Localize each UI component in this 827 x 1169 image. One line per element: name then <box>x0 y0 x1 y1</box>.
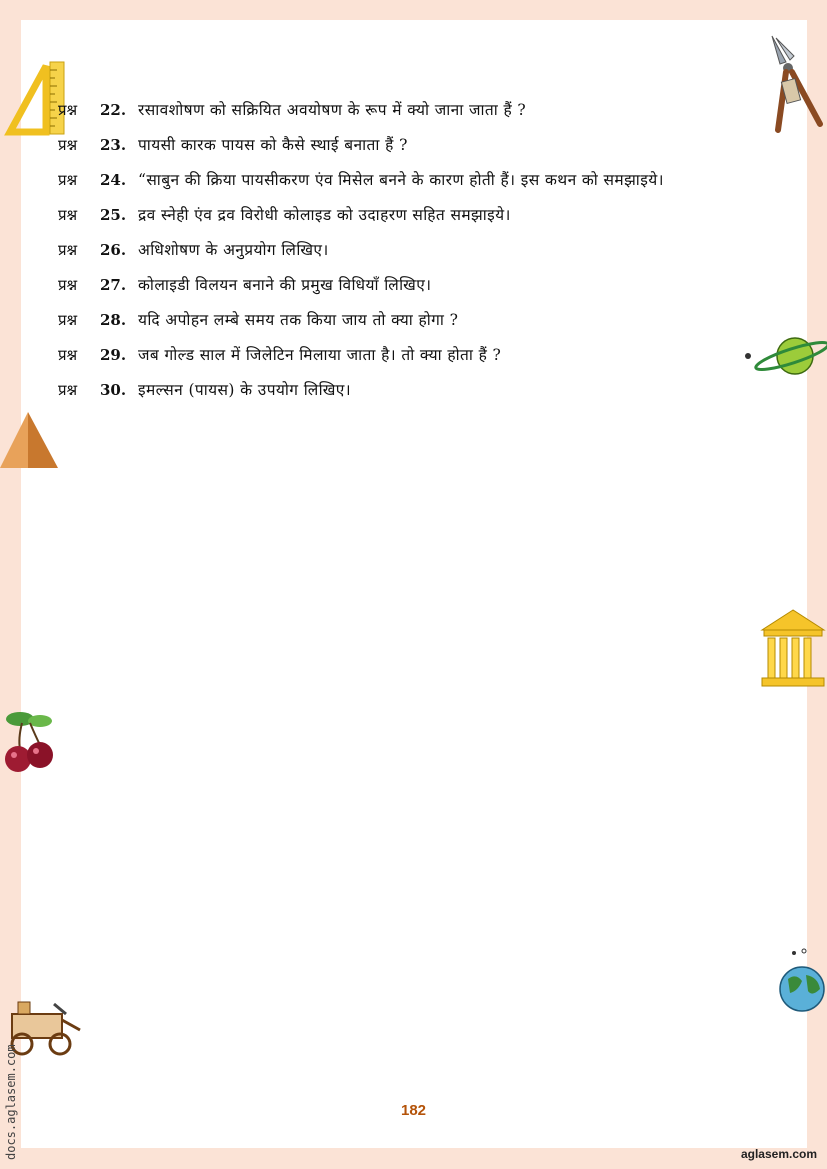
question-number: 29. <box>100 346 127 364</box>
question-label: प्रश्न <box>58 136 78 154</box>
question-number: 24. <box>100 171 127 189</box>
question-label: प्रश्न <box>58 276 78 294</box>
question-text: जब गोल्ड साल में जिलेटिन मिलाया जाता है। तो क्या होता हैं ? <box>138 346 502 364</box>
cherries-icon <box>2 705 60 780</box>
question-text: द्रव स्नेही एंव द्रव विरोधी कोलाइड को उदाहरण सहित समझाइये। <box>138 206 511 224</box>
question-item <box>58 98 818 133</box>
question-number: 28. <box>100 311 127 329</box>
question-item <box>58 378 818 413</box>
question-text: यदि अपोहन लम्बे समय तक किया जाय तो क्या होगा ? <box>138 311 459 329</box>
question-item <box>58 273 818 308</box>
site-footer-link[interactable]: aglasem.com <box>740 1147 817 1161</box>
question-label: प्रश्न <box>58 101 78 119</box>
question-item <box>58 168 818 203</box>
question-label: प्रश्न <box>58 171 78 189</box>
question-text: अधिशोषण के अनुप्रयोग लिखिए। <box>138 241 329 259</box>
question-number: 26. <box>100 241 127 259</box>
question-number: 27. <box>100 276 127 294</box>
question-label: प्रश्न <box>58 241 78 259</box>
question-item <box>58 203 818 238</box>
greek-temple-icon <box>760 608 827 688</box>
question-number: 30. <box>100 381 127 399</box>
pyramid-icon <box>0 410 60 470</box>
side-watermark: docs.aglasem.com <box>4 1044 18 1160</box>
question-number: 22. <box>100 101 127 119</box>
question-item <box>58 343 818 378</box>
question-text: इमल्सन (पायस) के उपयोग लिखिए। <box>138 381 352 399</box>
question-label: प्रश्न <box>58 311 78 329</box>
question-label: प्रश्न <box>58 206 78 224</box>
earth-globe-icon <box>778 945 827 1017</box>
question-number: 25. <box>100 206 127 224</box>
question-item <box>58 308 818 343</box>
question-text: पायसी कारक पायस को कैसे स्थाई बनाता हैं ? <box>138 136 408 154</box>
question-item <box>58 238 818 273</box>
question-list <box>58 98 818 413</box>
question-text: कोलाइडी विलयन बनाने की प्रमुख विधियाँ लिखिए। <box>138 276 432 294</box>
question-text: “साबुन की क्रिया पायसीकरण एंव मिसेल बनने के कारण होती हैं। इस कथन को समझाइये। <box>138 171 664 189</box>
question-text: रसावशोषण को सक्रियित अवयोषण के रूप में क्यो जाना जाता हैं ? <box>138 101 527 119</box>
page-number: 182 <box>400 1102 427 1119</box>
question-label: प्रश्न <box>58 346 78 364</box>
question-label: प्रश्न <box>58 381 78 399</box>
question-number: 23. <box>100 136 127 154</box>
question-item <box>58 133 818 168</box>
